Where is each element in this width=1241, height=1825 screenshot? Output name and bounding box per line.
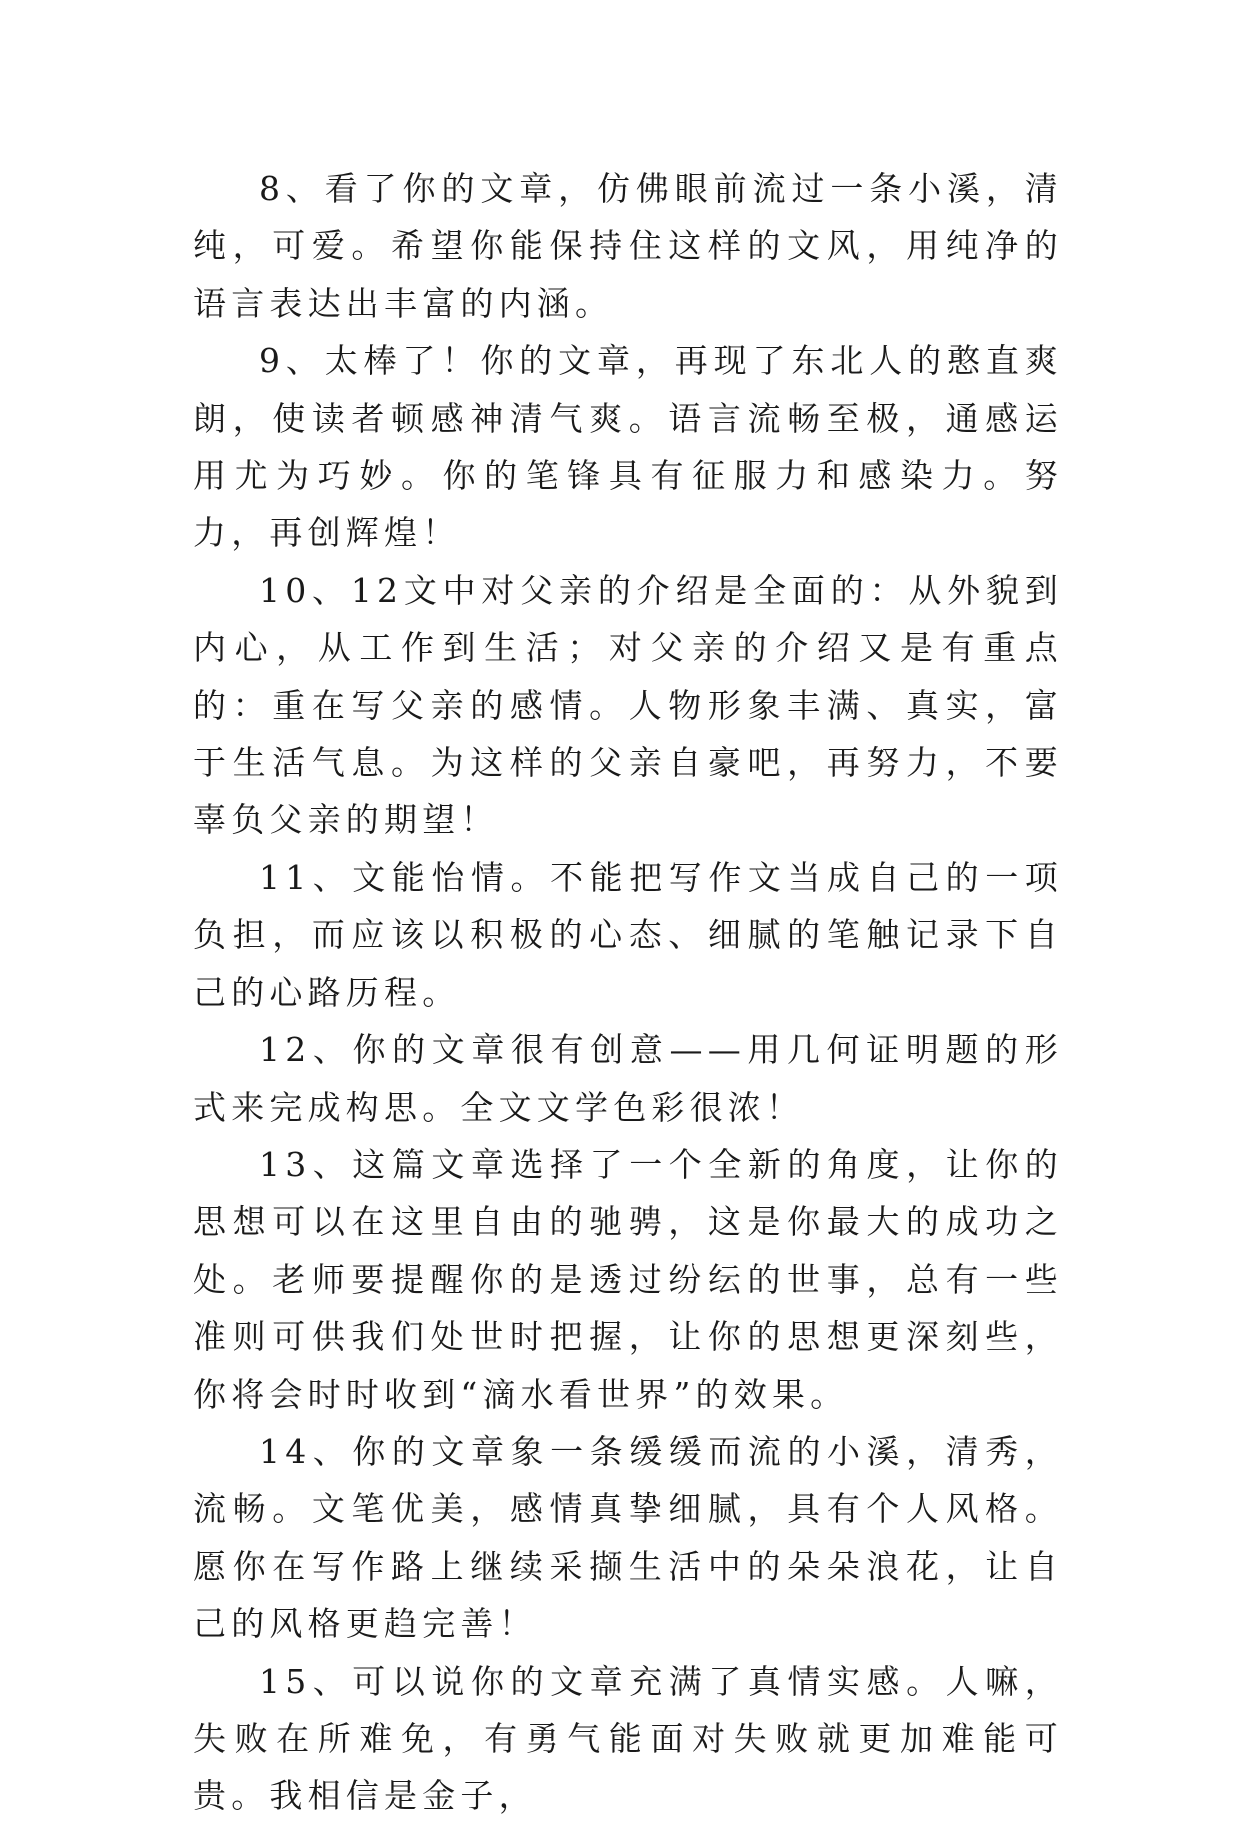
paragraph-14: 14、你的文章象一条缓缓而流的小溪，清秀，流畅。文笔优美，感情真挚细腻，具有个人风格。愿你在写作路上继续采撷生活中的朵朵浪花，让自己的风格更趋完善！	[193, 1431, 1063, 1644]
paragraph-11: 11、文能怡情。不能把写作文当成自己的一项负担，而应该以积极的心态、细腻的笔触记录下自己的心路历程。	[193, 857, 1063, 1012]
paragraph-12: 12、你的文章很有创意——用几何证明题的形式来完成构思。全文文学色彩很浓！	[193, 1030, 1063, 1127]
paragraph-9: 9、太棒了！你的文章，再现了东北人的憨直爽朗，使读者顿感神清气爽。语言流畅至极，通感运用尤为巧妙。你的笔锋具有征服力和感染力。努力，再创辉煌！	[193, 341, 1063, 553]
paragraph-13: 13、这篇文章选择了一个全新的角度，让你的思想可以在这里自由的驰骋，这是你最大的成功之处。老师要提醒你的是透过纷纭的世事，总有一些准则可供我们处世时把握，让你的思想更深刻些，你将会时时收到“滴水看世界”的效果。	[193, 1144, 1063, 1414]
paragraph-8: 8、看了你的文章，仿佛眼前流过一条小溪，清纯，可爱。希望你能保持住这样的文风，用纯净的语言表达出丰富的内涵。	[193, 169, 1063, 323]
paragraph-15: 15、可以说你的文章充满了真情实感。人嘛，失败在所难免，有勇气能面对失败就更加难能可贵。我相信是金子，	[193, 1661, 1063, 1816]
paragraph-10: 10、12文中对父亲的介绍是全面的：从外貌到内心，从工作到生活；对父亲的介绍又是有重点的：重在写父亲的感情。人物形象丰满、真实，富于生活气息。为这样的父亲自豪吧，再努力，不要辜负父亲的期望！	[193, 570, 1063, 840]
document-body	[193, 160, 1063, 1825]
